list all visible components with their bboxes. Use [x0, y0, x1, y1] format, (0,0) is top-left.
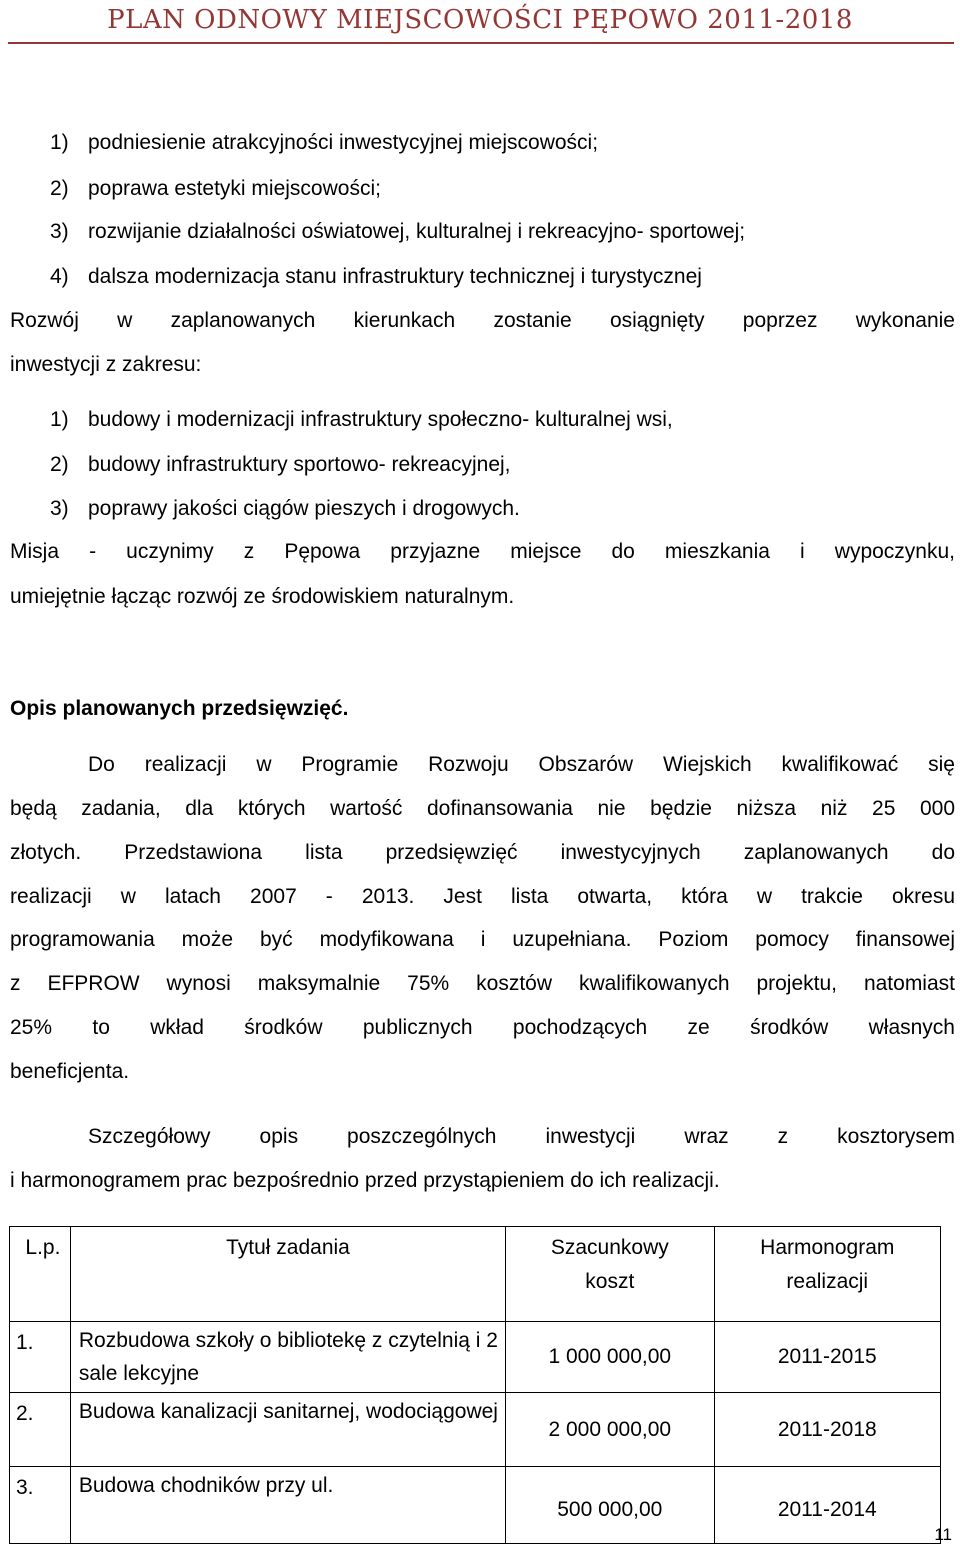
- row-title: Budowa kanalizacji sanitarnej, wodociągowej: [70, 1393, 505, 1467]
- header-schedule: [714, 1227, 940, 1322]
- header-lp: [10, 1227, 71, 1322]
- description-line: Do realizacji w Programie Rozwoju Obszarów Wiejskich kwalifikować się: [88, 753, 955, 776]
- row-title: Budowa chodników przy ul.: [70, 1467, 505, 1544]
- page-number: 11: [934, 1525, 952, 1544]
- detail-line: i harmonogramem prac bezpośrednio przed przystąpieniem do ich realizacji.: [10, 1169, 720, 1192]
- detail-line: Szczegółowy opis poszczególnych inwestycji wraz z kosztorysem: [88, 1125, 955, 1148]
- investment-number: 3): [50, 497, 69, 520]
- section-heading: Opis planowanych przedsięwzięć.: [10, 697, 349, 720]
- description-line: programowania może być modyfikowana i uzupełniana. Poziom pomocy finansowej: [10, 928, 955, 951]
- description-line: złotych. Przedstawiona lista przedsięwzięć inwestycyjnych zaplanowanych do: [10, 841, 955, 864]
- investment-number: 2): [50, 453, 69, 476]
- row-cost: 2 000 000,00: [506, 1393, 714, 1467]
- row-cost: 500 000,00: [506, 1467, 714, 1544]
- row-cost: 1 000 000,00: [506, 1322, 714, 1393]
- goal-text: podniesienie atrakcyjności inwestycyjnej miejscowości;: [88, 131, 599, 154]
- goal-number: 4): [50, 265, 69, 288]
- header-schedule-label: Harmonogram: [760, 1236, 895, 1259]
- header-title: [70, 1227, 505, 1322]
- description-line: z EFPROW wynosi maksymalnie 75% kosztów kwalifikowanych projektu, natomiast: [10, 972, 955, 995]
- development-paragraph-line: inwestycji z zakresu:: [10, 353, 202, 376]
- row-lp: 1.: [10, 1322, 71, 1393]
- description-line: realizacji w latach 2007 - 2013. Jest lista otwarta, która w trakcie okresu: [10, 885, 955, 908]
- page-header-title: PLAN ODNOWY MIEJSCOWOŚCI PĘPOWO 2011-2018: [107, 5, 853, 35]
- table-header-row: [10, 1227, 941, 1322]
- goal-text: poprawa estetyki miejscowości;: [88, 177, 381, 200]
- table-row: [10, 1322, 941, 1393]
- header-title-label: Tytuł zadania: [226, 1236, 350, 1259]
- description-line: będą zadania, dla których wartość dofinansowania nie będzie niższa niż 25 000: [10, 797, 955, 820]
- goal-number: 2): [50, 177, 69, 200]
- investment-number: 1): [50, 408, 69, 431]
- goal-text: dalsza modernizacja stanu infrastruktury technicznej i turystycznej: [88, 265, 702, 288]
- investment-text: budowy infrastruktury sportowo- rekreacyjnej,: [88, 453, 511, 476]
- row-title: Rozbudowa szkoły o bibliotekę z czytelnią i 2 sale lekcyjne: [70, 1322, 505, 1393]
- description-line: 25% to wkład środków publicznych pochodzących ze środków własnych: [10, 1016, 955, 1039]
- row-schedule: 2011-2015: [714, 1322, 940, 1393]
- row-schedule: 2011-2014: [714, 1467, 940, 1544]
- row-schedule: 2011-2018: [714, 1393, 940, 1467]
- goal-number: 3): [50, 220, 69, 243]
- tasks-table: [9, 1226, 941, 1544]
- development-paragraph-line: Rozwój w zaplanowanych kierunkach zostanie osiągnięty poprzez wykonanie: [10, 309, 955, 332]
- row-lp: 3.: [10, 1467, 71, 1544]
- header-rule: [8, 42, 954, 44]
- mission-line: umiejętnie łącząc rozwój ze środowiskiem naturalnym.: [10, 585, 515, 608]
- goal-number: 1): [50, 131, 69, 154]
- header-cost-label: koszt: [585, 1270, 635, 1293]
- row-lp: 2.: [10, 1393, 71, 1467]
- investment-text: poprawy jakości ciągów pieszych i drogowych.: [88, 497, 520, 520]
- table-row: [10, 1467, 941, 1544]
- investment-text: budowy i modernizacji infrastruktury społeczno- kulturalnej wsi,: [88, 408, 673, 431]
- header-schedule-label: realizacji: [786, 1270, 869, 1293]
- header-cost-label: Szacunkowy: [550, 1236, 669, 1259]
- header-cost: [506, 1227, 714, 1322]
- table-row: [10, 1393, 941, 1467]
- description-line: beneficjenta.: [10, 1060, 130, 1083]
- goal-text: rozwijanie działalności oświatowej, kulturalnej i rekreacyjno- sportowej;: [88, 220, 746, 243]
- mission-line: Misja - uczynimy z Pępowa przyjazne miejsce do mieszkania i wypoczynku,: [10, 540, 955, 563]
- header-lp-label: L.p.: [25, 1236, 61, 1259]
